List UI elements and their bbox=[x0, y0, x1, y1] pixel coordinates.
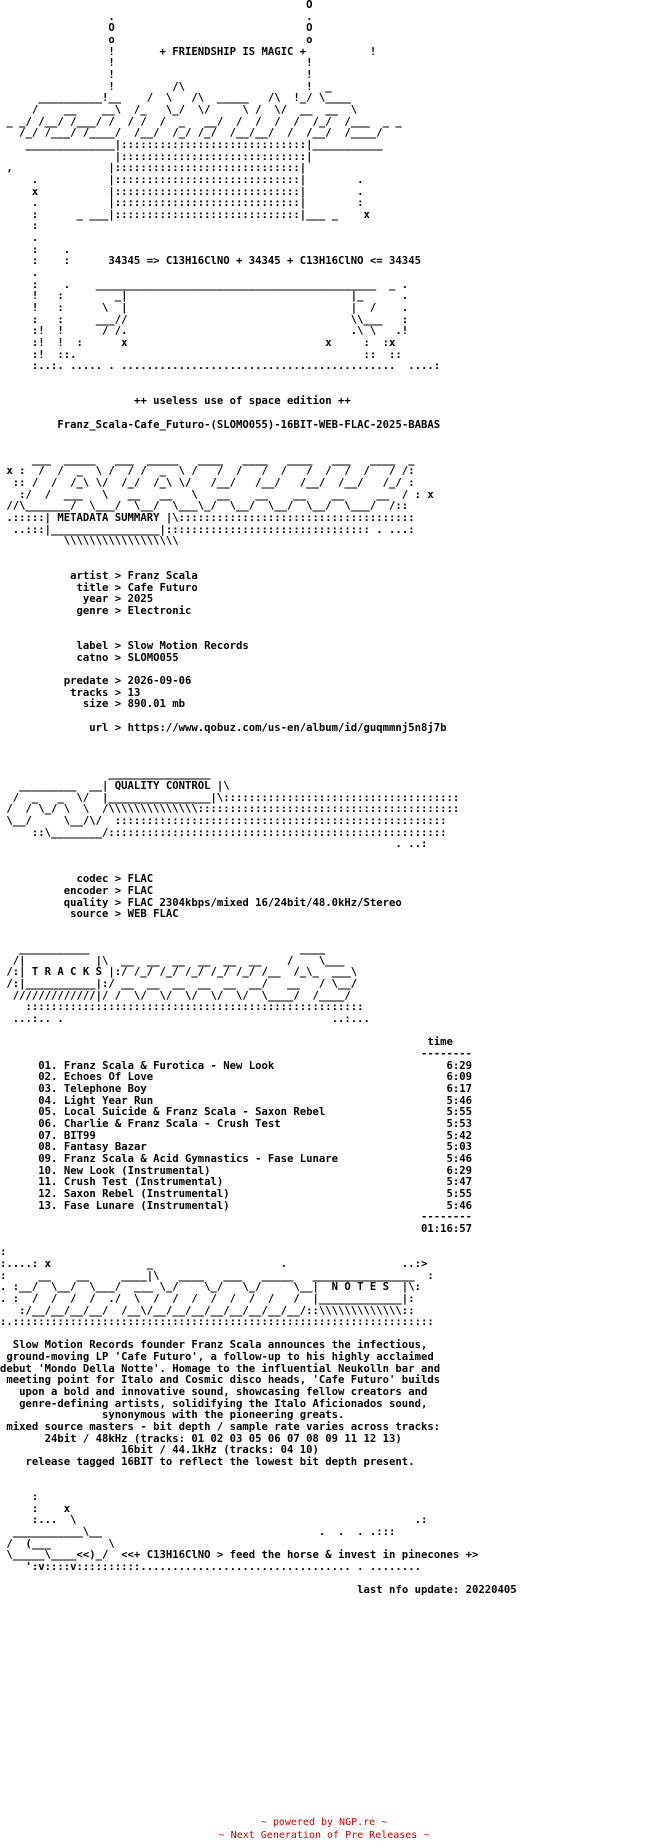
track-time: 5:03 bbox=[446, 1141, 473, 1154]
quality-banner-line: . ..: bbox=[0, 838, 428, 851]
tracks-banner-line: /:|___________|:/ __ __ __ __ __ __/ __ / \__/ bbox=[0, 978, 358, 991]
track-row bbox=[0, 1130, 472, 1142]
track-title: Fantasy Bazar bbox=[63, 1141, 147, 1154]
source-note-line: 24bit / 48kHz (tracks: 01 02 03 05 06 07 08 09 11 12 13) bbox=[0, 1432, 402, 1445]
notes-banner-line: . : / / / / ./ \ / / / / / / / / |_____________|: bbox=[0, 1292, 415, 1305]
quality-codec: FLAC bbox=[127, 873, 154, 886]
track-title: Franz Scala & Acid Gymnastics - Fase Lunare bbox=[63, 1152, 339, 1165]
track-number: 04. bbox=[38, 1094, 58, 1107]
ngp-tagline-link[interactable]: ~ Next Generation of Pre Releases ~ bbox=[218, 1830, 430, 1841]
meta-year: 2025 bbox=[127, 593, 154, 606]
header-art-line: : bbox=[0, 220, 39, 233]
track-row bbox=[0, 1071, 472, 1083]
track-title: Echoes Of Love bbox=[63, 1071, 154, 1084]
notes-banner-line: : bbox=[0, 1246, 7, 1259]
nfo-text: O . . O O o o ! + FRIENDSHIP IS MAGIC + ! ! ! ! ! ! /\ ! _ __________!__ / \ /\ _____ /\ !_/ \____ / __ __\ /_ \_/ \/ \ / \/ __ __ \ _ _/ /__/ /___/ / / / / _ __/ / / / / /_/ /___ _ _ /_/ /___/ /____/ /__/ /_/ /_/ /__/__/ / /__/ /____/ ______________|:::::::::::::::::::::::::::::|___________ |:::::::::::::::::::::::::::::| , |:::::::::::::::::::::::::::::| . |:::::::::::::::::::::::::::::| . x |:::::::::::::::::::::::::::::| . . |:::::::::::::::::::::::::::::| : : _ ___|:::::::::::::::::::::::::::::|___ _ x : . : . : : 34345 => C13H16ClNO + 34345 + C13H16ClNO <= 34345 . : . ____________________________________________ _ . ! : _| |_ . ! : \ | | / . : : ___// \\___ : :! ! / /. .\ \ .! :! ! : x x : :x :! ::. :: :: :..:. ..... . ........................................... ....: ++ useless use of space edition ++ Franz_Scala-Cafe_Futuro-(SLOMO055)-16BIT-WEB-FLAC-2025-BABAS ___ _____ ___ _____ ____ ____ ____ ___ ____ _ x : / / _ \ / / / _ \ / / / / / / / / / / /: :: / / /_\ \/ /_/ /_\ \/ /__/ /__/ /__/ /__/ /_/ : :/ / ___ \ __ __ \ __ __ __ __ __ / : x //\_______/ \___/ \__/ \___\_/ \__/ \__/ \__/ \___/ /:: .:::::| METADATA SUMMARY |\::::::::::::::::::::::::::::::::::::: ..:::|_________________|:::::::::::::::::::::::::::::::: . ...: \\\\\\\\\\\\\\\\\\ artist > Franz Scala title > Cafe Futuro year > 2025 genre > Electronic label > Slow Motion Records catno > SLOMO055 predate > 2026-09-06 tracks > 13 size > 890.01 mb url > https://www.qobuz.com/us-en/album/id/guqmmnj5n8j7b ________________ _________ __| QUALITY CONTROL |\ / _ _ \/ |________________|\::::::::::::::::::::::::::::::::::::: / / \_/ \ \ /\\\\\\\\\\\\\\::::::::::::::::::::::::::::::::::::::::: \__/ \__/\/ :::::::::::::::::::::::::::::::::::::::::::::::::::: ::\________/::::::::::::::::::::::::::::::::::::::::::::::::::::: . ..: codec > FLAC encoder > FLAC quality > FLAC 2304kbps/mixed 16/24bit/48.0kHz/Stereo source > WEB FLAC ___________ ____ /| |\ __ __ __ __ __ __ / \___ /:| T R A C K S |:/ /_/ /_/ /_/ /_/ /_/ /__ /_\_ ___\ /:|___________|:/ __ __ __ __ __ __/ __ / \__/ /////////////|/ / \/ \/ \/ \/ \/ \____/ /____/ ::::::::::::::::::::::::::::::::::::::::::::::::::::: ...:.. . ..:... time -------- 01. Franz Scala & Furotica - New Look 6:29 02. Echoes Of Love 6:09 03. Telephone Boy 6:17 04. Light Year Run 5:46 05. Local Suicide & Franz Scala - Saxon Rebel 5:55 06. Charlie & Franz Scala - Crush Test 5:53 07. BIT99 5:42 08. Fantasy Bazar 5:03 09. Franz Scala & Acid Gymnastics - Fase Lunare 5:46 10. New Look (Instrumental) 6:29 11. Crush Test (Instrumental) 5:47 12. Saxon Rebel (Instrumental) 5:55 13. Fase Lunare (Instrumental) 5:46 -------- 01:16:57 : :....: x _ . ..:> : __ __ ____|\ ____ ___ _____ ________________ : . :__/ \__/ \___/ ___ \_/ \_/ \_/ \__| N O T E S |\: . : / / / / ./ \ / / / / / / / / |_____________|: :/__/__/__/__/ /__\/__/__/__/__/__/__/__/__/::\\\\\\\\\\\\\:: :.:::::::::::::::::::::::::::::::::::::::::::::::::::::::::::::::::: Slow Motion Records founder Franz Scala announces the infectious, ground-moving LP 'Cafe Futuro', a follow-up to his highly acclaimed debut 'Mondo Della Notte'. Homage to the influential Neukolln bar and meeting point for Italo and Cosmic disco heads, 'Cafe Futuro' builds upon a bold and innovative sound, showcasing fellow creators and genre-defining artists, solidifying the Italo Aficionados sound, synonymous with the pioneering greats. mixed source masters - bit depth / sample rate varies across tracks: 24bit / 48kHz (tracks: 01 02 03 05 06 07 08 09 11 12 13) 16bit / 44.1kHz (tracks: 04 10) release tagged 16BIT to reflect the lowest bit depth present. : : x :... \ .: ___________\__ . . . .::: / (___ \ \_____\____<<)_/ <<+ C13H16ClNO > feed the horse & invest in pinecones +> ':v::::v::::::::::................................. . ........ last nfo update: 20220405 bbox=[0, 0, 517, 1597]
quality-quality: FLAC 2304kbps/mixed 16/24bit/48.0kHz/Stereo bbox=[127, 896, 402, 909]
notes-banner-line: :/__/__/__/__/ /__\/__/__/__/__/__/__/__/__/::\\\\\\\\\\\\\:: bbox=[0, 1304, 415, 1317]
track-title: New Look (Instrumental) bbox=[63, 1164, 211, 1177]
tracks-banner-line: /:| T R A C K S |:/ /_/ /_/ /_/ /_/ /_/ /__ /_\_ ___\ bbox=[0, 966, 358, 979]
track-time: 6:29 bbox=[446, 1059, 473, 1072]
ngp-link[interactable]: ~ powered by NGP.re ~ bbox=[260, 1817, 388, 1828]
track-row bbox=[0, 1141, 472, 1153]
header-art-line: :! ! : x x : :x bbox=[0, 337, 396, 350]
meta-catno: SLOMO055 bbox=[127, 651, 179, 664]
notes-paragraph-line: genre-defining artists, solidifying the Italo Aficionados sound, bbox=[0, 1397, 428, 1410]
header-art-line: . bbox=[0, 267, 39, 280]
notes-paragraph-line: upon a bold and innovative sound, showcasing fellow creators and bbox=[0, 1386, 428, 1399]
track-number: 06. bbox=[38, 1118, 58, 1130]
header-art bbox=[0, 0, 440, 372]
track-title: Fase Lunare (Instrumental) bbox=[63, 1199, 230, 1212]
header-art-line: : . ____________________________________________ _ . bbox=[0, 278, 409, 291]
quality-banner-line: / / \_/ \ \ /\\\\\\\\\\\\\\::::::::::::::::::::::::::::::::::::::::: bbox=[0, 803, 460, 816]
header-art-line: x |:::::::::::::::::::::::::::::| . bbox=[0, 185, 364, 198]
notes-paragraph-line: ground-moving LP 'Cafe Futuro', a follow-up to his highly acclaimed bbox=[0, 1351, 434, 1364]
header-art-line: : : ___// \\___ : bbox=[0, 313, 409, 326]
notes-paragraph-line: meeting point for Italo and Cosmic disco heads, 'Cafe Futuro' builds bbox=[0, 1374, 441, 1387]
closing-art bbox=[0, 1491, 478, 1573]
track-row bbox=[0, 1153, 472, 1165]
track-time: 5:47 bbox=[446, 1176, 473, 1189]
header-art-line: :..:. ..... . ........................................... ....: bbox=[0, 360, 441, 373]
track-row bbox=[0, 1083, 472, 1095]
header-art-line: . bbox=[0, 232, 39, 245]
quality-banner-line: ________________ bbox=[0, 768, 211, 781]
track-number: 05. bbox=[38, 1106, 58, 1119]
closing-art-line: ':v::::v::::::::::................................. . ........ bbox=[0, 1560, 421, 1573]
track-title: Telephone Boy bbox=[63, 1083, 147, 1096]
closing-art-line: : x bbox=[0, 1502, 71, 1515]
closing-art-line: : bbox=[0, 1491, 39, 1503]
header-art-line: _ _/ /__/ /___/ / / / / _ __/ / / / / /_/ /___ _ _ bbox=[0, 115, 402, 128]
track-time: 5:55 bbox=[446, 1187, 473, 1200]
tracks-banner-line: ::::::::::::::::::::::::::::::::::::::::::::::::::::: bbox=[0, 1001, 364, 1014]
header-art-line: o o bbox=[0, 33, 313, 46]
notes-paragraph bbox=[0, 1339, 440, 1421]
track-time: 5:55 bbox=[446, 1106, 473, 1119]
track-title: Charlie & Franz Scala - Crush Test bbox=[63, 1118, 281, 1130]
last-update: last nfo update: 20220405 bbox=[357, 1584, 517, 1597]
header-art-line: / __ __\ /_ \_/ \/ \ / \/ __ __ \ bbox=[0, 103, 358, 116]
notes-banner bbox=[0, 1246, 434, 1328]
meta-genre: Electronic bbox=[127, 605, 192, 618]
track-row bbox=[0, 1176, 472, 1188]
source-note-line: mixed source masters - bit depth / sample rate varies across tracks: bbox=[0, 1421, 441, 1434]
track-title: Franz Scala & Furotica - New Look bbox=[63, 1059, 275, 1072]
track-time: 5:46 bbox=[446, 1094, 473, 1107]
metadata-banner-line: ..:::|_________________|:::::::::::::::::::::::::::::::: . ...: bbox=[0, 523, 415, 536]
header-art-line: |:::::::::::::::::::::::::::::| bbox=[0, 150, 313, 163]
meta-tracks: 13 bbox=[127, 686, 141, 699]
meta-label: Slow Motion Records bbox=[127, 640, 249, 653]
meta-url: https://www.qobuz.com/us-en/album/id/guqmmnj5n8j7b bbox=[127, 721, 447, 734]
quality-encoder: FLAC bbox=[127, 884, 154, 897]
footer bbox=[0, 1816, 648, 1842]
tracks-banner-line: ___________ ____ bbox=[0, 943, 326, 956]
metadata-banner-line: \\\\\\\\\\\\\\\\\\ bbox=[0, 535, 179, 548]
metadata-banner-line: :: / / /_\ \/ /_/ /_\ \/ /__/ /__/ /__/ /__/ /_/ : bbox=[0, 476, 415, 489]
header-art-line: ! /\ ! _ bbox=[0, 80, 332, 93]
track-time: 5:53 bbox=[446, 1118, 473, 1130]
header-art-line: O bbox=[0, 0, 313, 11]
track-title: Local Suicide & Franz Scala - Saxon Rebel bbox=[63, 1106, 326, 1119]
header-art-line: , |:::::::::::::::::::::::::::::| bbox=[0, 162, 307, 175]
notes-banner-line: :.:::::::::::::::::::::::::::::::::::::::::::::::::::::::::::::::::: bbox=[0, 1316, 434, 1329]
source-note-line: 16bit / 44.1kHz (tracks: 04 10) bbox=[0, 1444, 319, 1457]
meta-artist: Franz Scala bbox=[127, 570, 198, 583]
header-art-line: ! + FRIENDSHIP IS MAGIC + ! bbox=[0, 45, 377, 58]
closing-art-line: :... \ .: bbox=[0, 1514, 428, 1527]
header-art-line: : . bbox=[0, 243, 71, 256]
track-title: BIT99 bbox=[63, 1129, 96, 1142]
notes-banner-line: : __ __ ____|\ ____ ___ _____ ________________ : bbox=[0, 1269, 434, 1282]
track-row bbox=[0, 1165, 472, 1177]
tracks-banner bbox=[0, 943, 370, 1025]
quality-banner-line: / _ _ \/ |________________|\::::::::::::::::::::::::::::::::::::: bbox=[0, 791, 460, 804]
track-title: Light Year Run bbox=[63, 1094, 154, 1107]
header-art-line: ! : \ | | / . bbox=[0, 302, 409, 315]
quality-banner-line: ::\________/::::::::::::::::::::::::::::::::::::::::::::::::::::: bbox=[0, 826, 447, 839]
notes-paragraph-line: synonymous with the pioneering greats. bbox=[0, 1409, 345, 1422]
header-art-line: : _ ___|:::::::::::::::::::::::::::::|___ _ x bbox=[0, 208, 370, 221]
track-time: 5:46 bbox=[446, 1152, 473, 1165]
header-art-line: ! ! bbox=[0, 68, 313, 81]
header-art-line: ! : _| |_ . bbox=[0, 290, 409, 303]
header-art-line: . |:::::::::::::::::::::::::::::| : bbox=[0, 197, 364, 210]
track-time: 6:09 bbox=[446, 1071, 473, 1084]
track-row bbox=[0, 1106, 472, 1118]
edition-line: ++ useless use of space edition ++ bbox=[133, 395, 351, 408]
track-row bbox=[0, 1060, 472, 1072]
tracks-banner-line: ...:.. . ..:... bbox=[0, 1013, 370, 1026]
header-art-line: . . bbox=[0, 10, 313, 23]
source-note bbox=[0, 1421, 440, 1468]
metadata-banner-line: .:::::| METADATA SUMMARY |\::::::::::::::::::::::::::::::::::::: bbox=[0, 511, 415, 524]
meta-size: 890.01 mb bbox=[127, 698, 185, 711]
track-list bbox=[0, 1060, 472, 1212]
track-row bbox=[0, 1118, 472, 1130]
track-number: 02. bbox=[38, 1071, 58, 1084]
track-number: 08. bbox=[38, 1141, 58, 1154]
closing-art-line: / (___ \ bbox=[0, 1537, 122, 1550]
track-number: 10. bbox=[38, 1164, 58, 1177]
header-art-line: :! ! / /. .\ \ .! bbox=[0, 325, 409, 338]
track-number: 12. bbox=[38, 1187, 58, 1200]
metadata-banner bbox=[0, 454, 434, 548]
total-time: 01:16:57 bbox=[420, 1222, 472, 1235]
notes-paragraph-line: Slow Motion Records founder Franz Scala announces the infectious, bbox=[0, 1339, 428, 1352]
notes-paragraph-line: debut 'Mondo Della Notte'. Homage to the influential Neukolln bar and bbox=[0, 1362, 441, 1375]
quality-banner-line: \__/ \__/\/ :::::::::::::::::::::::::::::::::::::::::::::::::::: bbox=[0, 814, 447, 827]
header-art-line: :! ::. :: :: bbox=[0, 348, 402, 361]
track-number: 07. bbox=[38, 1129, 58, 1142]
track-number: 01. bbox=[38, 1059, 58, 1072]
closing-art-line: \_____\____<<)_/ <<+ C13H16ClNO > feed the horse & invest in pinecones +> bbox=[0, 1549, 479, 1562]
track-row bbox=[0, 1200, 472, 1212]
track-row bbox=[0, 1095, 472, 1107]
track-number: 09. bbox=[38, 1152, 58, 1165]
tracks-banner-line: /////////////|/ / \/ \/ \/ \/ \/ \____/ /____/ bbox=[0, 989, 351, 1002]
track-time: 5:42 bbox=[446, 1129, 473, 1142]
meta-title: Cafe Futuro bbox=[127, 581, 198, 594]
header-art-line: __________!__ / \ /\ _____ /\ !_/ \____ bbox=[0, 92, 351, 105]
track-row bbox=[0, 1188, 472, 1200]
source-note-line: release tagged 16BIT to reflect the lowest bit depth present. bbox=[0, 1456, 415, 1469]
metadata-banner-line: :/ / ___ \ __ __ \ __ __ __ __ __ / : x bbox=[0, 488, 434, 501]
track-number: 13. bbox=[38, 1199, 58, 1212]
header-art-line: . |:::::::::::::::::::::::::::::| . bbox=[0, 173, 364, 186]
tracks-banner-line: /| |\ __ __ __ __ __ __ / \___ bbox=[0, 954, 345, 967]
track-number: 11. bbox=[38, 1176, 58, 1189]
notes-banner-line: . :__/ \__/ \___/ ___ \_/ \_/ \_/ \__| N O T E S |\: bbox=[0, 1281, 421, 1294]
header-art-line: ! ! bbox=[0, 57, 313, 70]
quality-source: WEB FLAC bbox=[127, 908, 179, 921]
track-title: Saxon Rebel (Instrumental) bbox=[63, 1187, 230, 1200]
track-time: 6:17 bbox=[446, 1083, 473, 1096]
quality-banner bbox=[0, 768, 459, 850]
metadata-banner-line: ___ _____ ___ _____ ____ ____ ____ ___ ____ _ bbox=[0, 453, 415, 466]
header-art-line: ______________|:::::::::::::::::::::::::::::|___________ bbox=[0, 138, 383, 151]
track-time: 6:29 bbox=[446, 1164, 473, 1177]
track-time: 5:46 bbox=[446, 1199, 473, 1212]
notes-banner-line: :....: x _ . ..:> bbox=[0, 1257, 428, 1270]
header-art-line: /_/ /___/ /____/ /__/ /_/ /_/ /__/__/ / /__/ /____/ bbox=[0, 127, 383, 140]
track-title: Crush Test (Instrumental) bbox=[63, 1176, 224, 1189]
quality-banner-line: _________ __| QUALITY CONTROL |\ bbox=[0, 779, 230, 792]
release-name: Franz_Scala-Cafe_Futuro-(SLOMO055)-16BIT-WEB-FLAC-2025-BABAS bbox=[57, 418, 441, 431]
header-art-line: : : 34345 => C13H16ClNO + 34345 + C13H16ClNO <= 34345 bbox=[0, 255, 421, 268]
metadata-banner-line: x : / / _ \ / / / _ \ / / / / / / / / / / /: bbox=[0, 465, 415, 478]
closing-art-line: ___________\__ . . . .::: bbox=[0, 1525, 396, 1538]
time-header: time bbox=[427, 1036, 453, 1049]
metadata-banner-line: //\_______/ \___/ \__/ \___\_/ \__/ \__/ \__/ \___/ /:: bbox=[0, 500, 409, 513]
track-number: 03. bbox=[38, 1083, 58, 1096]
meta-predate: 2026-09-06 bbox=[127, 675, 192, 688]
header-art-line: O O bbox=[0, 22, 313, 35]
